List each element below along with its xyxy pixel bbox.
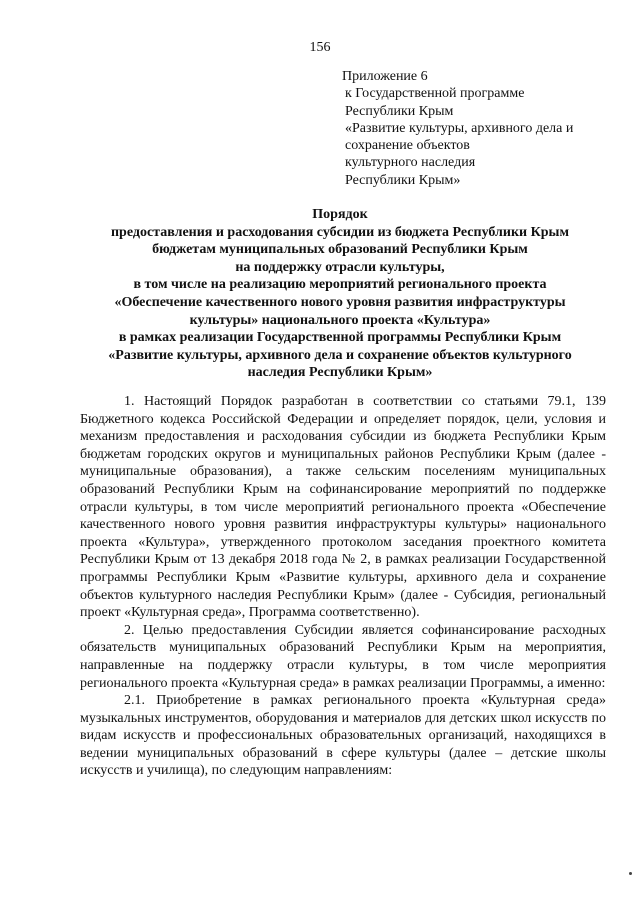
title-line: в том числе на реализацию мероприятий регионального проекта — [133, 277, 547, 293]
paragraph-2: 2. Целью предоставления Субсидии является софинансирование расходных обязательств муниципальных образований Республики Крым на мероприятия, направленные на поддержку отрасли культуры, в том числе мероприятия регионального проекта «Культурная среда» в рамках реализации Программы, а именно: — [80, 622, 606, 691]
appendix-line: культурного наследия — [345, 155, 476, 171]
appendix-line: Приложение 6 — [342, 69, 428, 84]
scan-speck — [629, 872, 632, 875]
appendix-line: сохранение объектов — [345, 138, 470, 154]
document-title — [60, 206, 620, 382]
title-line: «Развитие культуры, архивного дела и сохранение объектов культурного — [108, 347, 572, 363]
title-line: Порядок — [312, 207, 368, 222]
title-line: культуры» национального проекта «Культура» — [189, 312, 491, 328]
title-line: «Обеспечение качественного нового уровня развития инфраструктуры — [114, 294, 566, 310]
appendix-line: Республики Крым — [345, 103, 454, 119]
title-line: на поддержку отрасли культуры, — [235, 259, 445, 275]
document-body — [80, 393, 606, 780]
title-line: в рамках реализации Государственной программы Республики Крым — [118, 330, 562, 346]
appendix-block — [342, 68, 612, 189]
appendix-line: к Государственной программе — [345, 86, 525, 102]
appendix-line: Республики Крым» — [345, 172, 461, 188]
title-line: наследия Республики Крым» — [247, 365, 433, 381]
title-line: бюджетам муниципальных образований Республики Крым — [152, 242, 528, 258]
paragraph-2-1: 2.1. Приобретение в рамках регионального проекта «Культурная среда» музыкальных инструментов, оборудования и материалов для детских школ искусств по видам искусств и профессиональных образовательных организаций, находящихся в ведении муниципальных образований в сфере культуры (далее – детские школы искусств и училища), по следующим направлениям: — [80, 693, 606, 779]
page-number: 156 — [309, 40, 331, 55]
title-line: предоставления и расходования субсидии из бюджета Республики Крым — [110, 224, 570, 240]
appendix-line: «Развитие культуры, архивного дела и — [345, 120, 574, 136]
paragraph-1: 1. Настоящий Порядок разработан в соответствии со статьями 79.1, 139 Бюджетного кодекса Российской Федерации и определяет порядок, цели, условия и механизм предоставления и расходования субсидии из бюджета Республики Крым бюджетам городских округов и муниципальных районов Республики Крым (далее - муниципальные образования), а также сельским поселениям муниципальных образований Республики Крым на софинансирование мероприятий по поддержке отрасли культуры, в том числе мероприятий регионального проекта «Обеспечение качественного нового уровня развития инфраструктуры культуры» национального проекта «Культура», утвержденного протоколом заседания проектного комитета Республики Крым от 13 декабря 2018 года № 2, в рамках реализации Государственной программы Республики Крым «Развитие культуры, архивного дела и сохранение объектов культурного наследия Республики Крым» (далее - Субсидия, региональный проект «Культурная среда», Программа соответственно). — [80, 394, 606, 621]
